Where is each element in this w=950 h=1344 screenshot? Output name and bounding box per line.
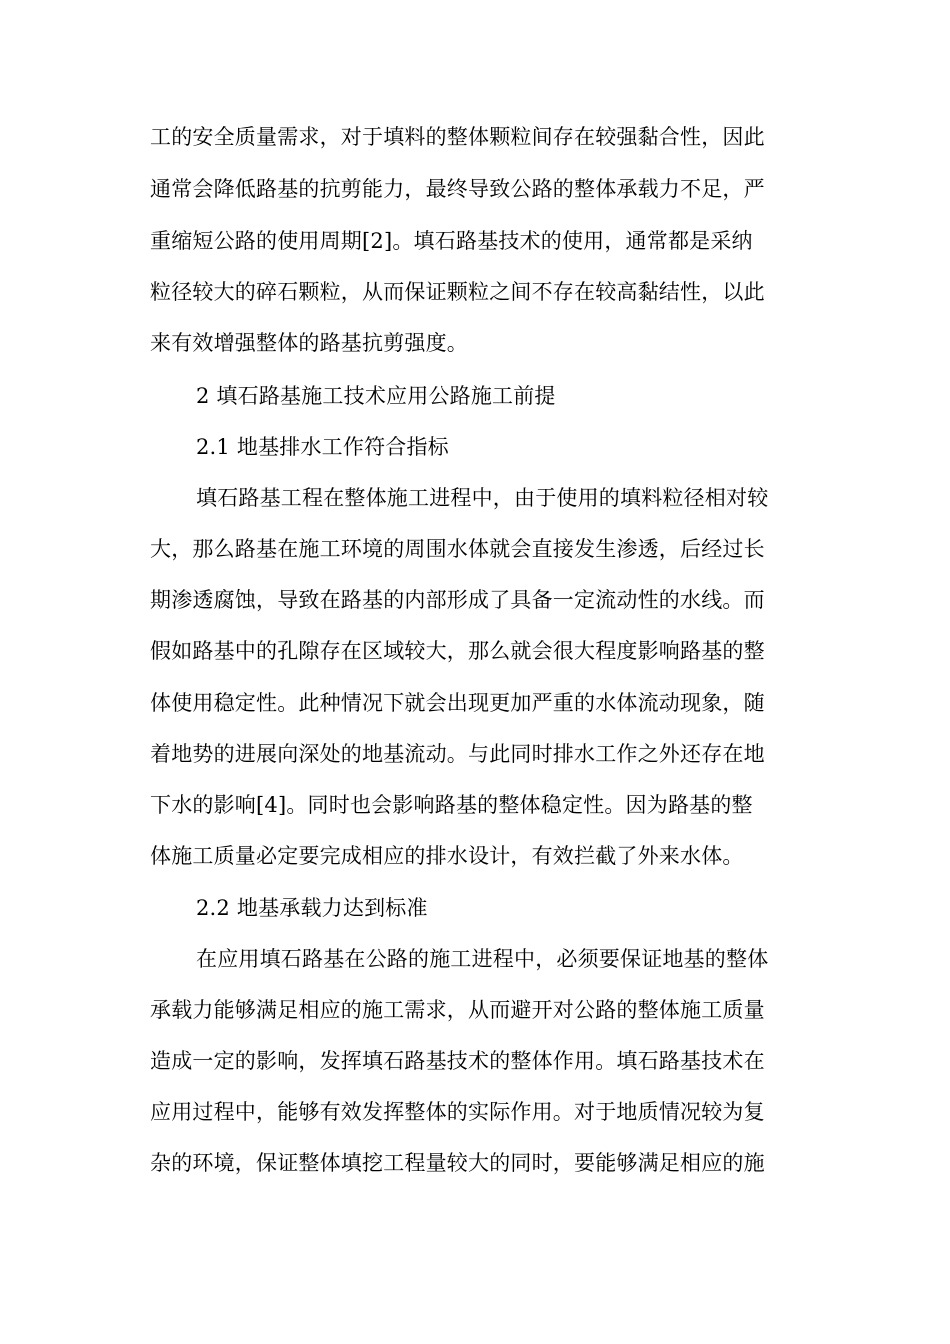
section-heading: 2 填石路基施工技术应用公路施工前提 — [196, 384, 556, 408]
paragraph-line: 通常会降低路基的抗剪能力，最终导致公路的整体承载力不足，严 — [150, 177, 765, 201]
paragraph-line: 重缩短公路的使用周期[2]。填石路基技术的使用，通常都是采纳 — [150, 229, 753, 253]
paragraph-line: 造成一定的影响，发挥填石路基技术的整体作用。填石路基技术在 — [150, 1049, 765, 1073]
paragraph-line: 来有效增强整体的路基抗剪强度。 — [150, 331, 468, 355]
paragraph-line: 杂的环境，保证整体填挖工程量较大的同时，要能够满足相应的施 — [150, 1151, 765, 1175]
paragraph-line: 着地势的进展向深处的地基流动。与此同时排水工作之外还存在地 — [150, 742, 765, 766]
subsection-heading: 2.1 地基排水工作符合指标 — [196, 435, 449, 459]
paragraph-line: 填石路基工程在整体施工进程中，由于使用的填料粒径相对较 — [196, 486, 769, 510]
paragraph-line: 承载力能够满足相应的施工需求，从而避开对公路的整体施工质量 — [150, 998, 765, 1022]
subsection-heading: 2.2 地基承载力达到标准 — [196, 896, 428, 920]
paragraph-line: 在应用填石路基在公路的施工进程中，必须要保证地基的整体 — [196, 947, 769, 971]
paragraph-line: 大，那么路基在施工环境的周围水体就会直接发生渗透，后经过长 — [150, 537, 765, 561]
paragraph-line: 期渗透腐蚀，导致在路基的内部形成了具备一定流动性的水线。而 — [150, 588, 765, 612]
paragraph-line: 粒径较大的碎石颗粒，从而保证颗粒之间不存在较高黏结性，以此 — [150, 280, 765, 304]
paragraph-line: 下水的影响[4]。同时也会影响路基的整体稳定性。因为路基的整 — [150, 793, 753, 817]
paragraph-line: 工的安全质量需求，对于填料的整体颗粒间存在较强黏合性，因此 — [150, 125, 765, 149]
paragraph-line: 假如路基中的孔隙存在区域较大，那么就会很大程度影响路基的整 — [150, 639, 765, 663]
paragraph-line: 应用过程中，能够有效发挥整体的实际作用。对于地质情况较为复 — [150, 1100, 765, 1124]
paragraph-line: 体施工质量必定要完成相应的排水设计，有效拦截了外来水体。 — [150, 844, 744, 868]
paragraph-line: 体使用稳定性。此种情况下就会出现更加严重的水体流动现象，随 — [150, 691, 765, 715]
